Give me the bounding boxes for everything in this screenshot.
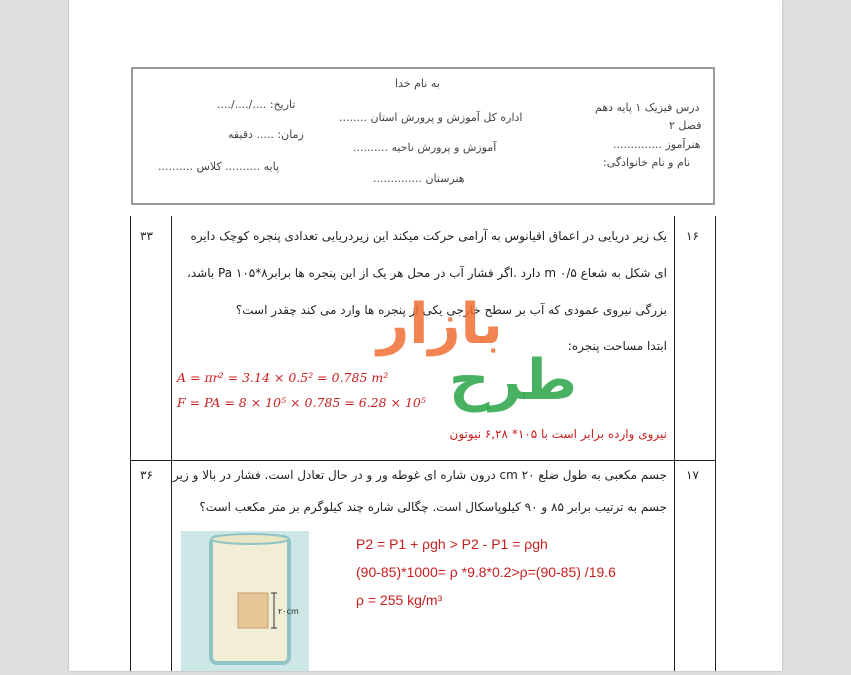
solution-line: ρ = 255 kg/m³ (356, 592, 443, 608)
question-text-line: ابتدا مساحت پنجره: (567, 339, 667, 353)
question-text-line: جسم به ترتیب برابر ۸۵ و ۹۰ کیلوپاسکال است. چگالی شاره چند کیلوگرم بر متر مکعب است؟ (199, 500, 667, 514)
formula-force: F = PA = 8 × 10⁵ × 0.785 = 6.28 × 10⁵ (177, 395, 426, 410)
school-field: هنرستان .............. (373, 172, 465, 185)
question-text-line: جسم مکعبی به طول ضلع ۲۰ cm درون شاره ای غوطه ور و در حال تعادل است. فشار در بالا و زیر (173, 468, 667, 482)
answer-text: نیروی وارده برابر است با ۱۰۵* ۶,۲۸ نیوتون (449, 427, 667, 441)
question-score: ۳۶ (140, 468, 153, 482)
cube-side-label: ۲۰cm (278, 607, 299, 616)
question-score: ۳۳ (140, 229, 153, 243)
grade-class-field: پایه .......... کلاس .......... (158, 160, 280, 173)
solution-line: (90-85)*1000= ρ *9.8*0.2>ρ=(90-85) /19.6 (356, 564, 616, 580)
question-number: ۱۶ (686, 229, 699, 243)
question-text-line: ای شکل به شعاع ۰/۵ m دارد .اگر فشار آب در محل هر یک از این پنجره ها برابرPa ۱۰۵*۸ باشد، (187, 266, 667, 280)
solution-line: P2 = P1 + ρgh > P2 - P1 = ρgh (356, 536, 548, 552)
formula-area: A = πr² = 3.14 × 0.5² = 0.785 m² (177, 370, 389, 385)
course-title: درس فیزیک ۱ پایه دهم (595, 101, 700, 114)
question-table (130, 216, 716, 671)
cube-fluid-figure (181, 531, 309, 671)
question-text-line: یک زیر دریایی در اعماق اقیانوس به آرامی حرکت میکند این زیردریایی تعدادی پنجره کوچک دایره (190, 229, 667, 243)
bismillah: به نام خدا (395, 77, 440, 90)
date-field: تاریخ: ..../..../.... (217, 98, 296, 111)
question-number: ۱۷ (686, 468, 699, 482)
watermark-text: بازار (377, 292, 503, 357)
time-field: زمان: ..... دقیقه (228, 128, 304, 141)
name-field: نام و نام خانوادگی: (603, 156, 691, 169)
watermark-text: طرح (449, 348, 577, 413)
student-field: هنرآموز .............. (613, 138, 701, 151)
exam-header (131, 67, 715, 205)
cube-diagram (181, 531, 309, 671)
document-page (69, 0, 782, 671)
chapter-label: فصل ۲ (669, 119, 702, 132)
question-text-line: بزرگی نیروی عمودی که آب بر سطح خارجی یکی از پنجره ها وارد می کند چقدر است؟ (235, 303, 667, 317)
office-district: آموزش و پرورش ناحیه .......... (353, 141, 497, 154)
office-general: اداره کل آموزش و پرورش استان ........ (339, 111, 523, 124)
